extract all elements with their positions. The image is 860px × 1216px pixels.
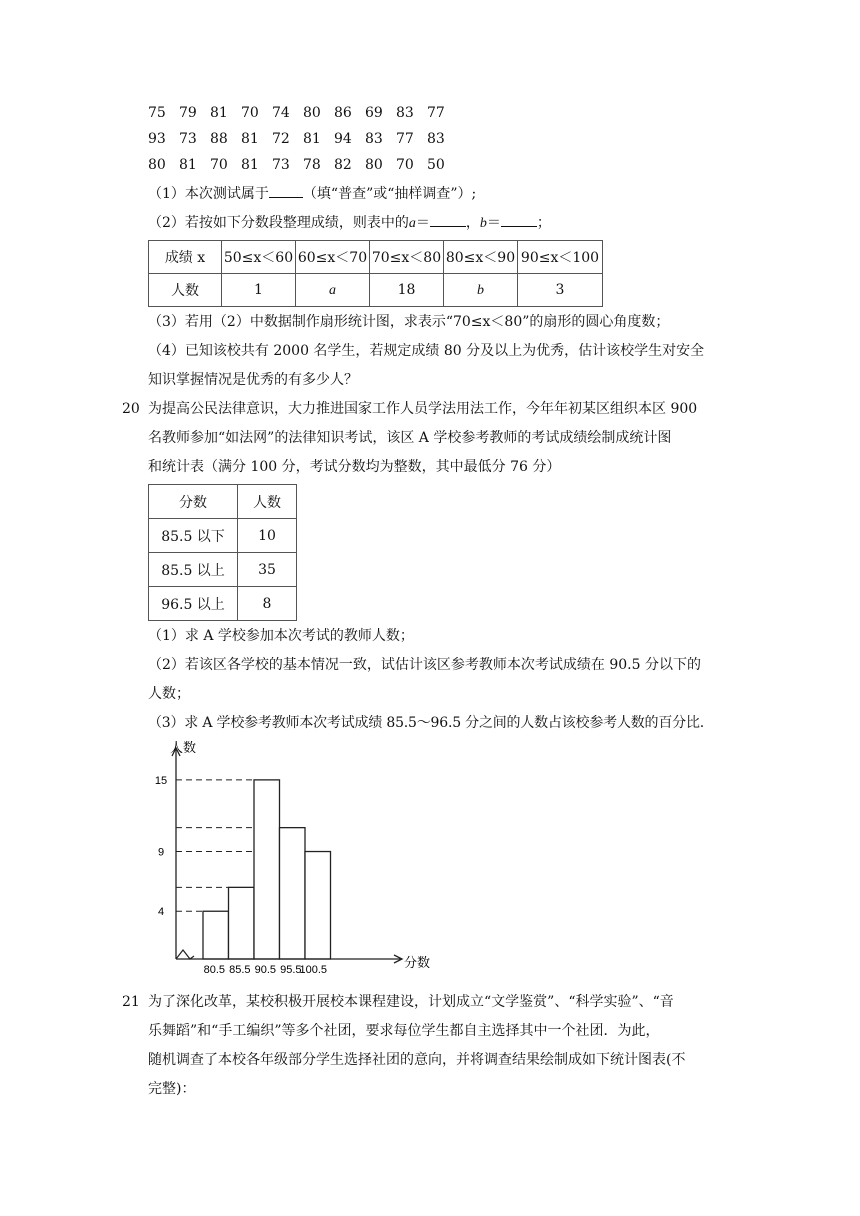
q19-part4-line2: 知识掌握情况是优秀的有多少人？ (148, 372, 358, 388)
histogram-bar (229, 887, 255, 959)
table-row: 人数 1 a 18 b 3 (149, 274, 603, 307)
histogram-bar (280, 828, 306, 959)
q21-stem-line3: 随机调查了本校各年级部分学生选择社团的意向，并将调查结果绘制成如下统计图表(不 (148, 1052, 686, 1068)
q21-stem-line2: 乐舞蹈”和“手工编织”等多个社团，要求每位学生都自主选择其中一个社团．为此， (148, 1023, 660, 1039)
answer-blank (269, 185, 303, 198)
x-tick-label: 85.5 (229, 964, 251, 976)
x-tick-label: 80.5 (203, 964, 225, 976)
q21-stem-line4: 完整)： (148, 1081, 196, 1097)
y-tick-label: 9 (157, 846, 165, 859)
q20-part2-line2: 人数； (148, 686, 190, 702)
table-row: 分数 人数 (149, 485, 297, 519)
y-tick-label: 4 (157, 906, 165, 919)
answer-blank-b (501, 214, 537, 227)
q19-part1: （1）本次测试属于 （填“普查”或“抽样调查”）; (148, 186, 477, 202)
x-tick-label: 100.5 (299, 964, 327, 976)
q20-stem-line1: 为提高公民法律意识，大力推进国家工作人员学法用法工作，今年年初某区组织本区 900 (148, 401, 698, 417)
table-row: 96.5 以上 8 (149, 587, 297, 621)
q19-part4-line1: （4）已知该校共有 2000 名学生，若规定成绩 80 分及以上为优秀，估计该校学生对安全 (148, 343, 705, 359)
q19-part3: （3）若用（2）中数据制作扇形统计图，求表示“70≤x＜80”的扇形的圆心角度数； (148, 314, 670, 330)
q20-part2-line1: （2）若该区各学校的基本情况一致，试估计该区参考教师本次考试成绩在 90.5 分以下的 (148, 657, 701, 673)
q20-stem-line2: 名教师参加“如法网”的法律知识考试，该区 A 学校参考教师的考试成绩绘制成统计图 (148, 430, 672, 446)
histogram-bar (254, 780, 280, 959)
q19-part2: （2）若按如下分数段整理成绩，则表中的a＝ ，b＝ ； (148, 215, 551, 231)
y-axis-title: 人数 (170, 740, 197, 755)
data-row-3: 80 81 70 81 73 78 82 80 70 50 (148, 157, 445, 173)
histogram-chart (140, 738, 440, 978)
histogram-bar (203, 911, 229, 959)
score-count-table (148, 484, 297, 621)
q20-number: 20 (122, 401, 140, 417)
table-row: 成绩 x 50≤x＜60 60≤x＜70 70≤x＜80 80≤x＜90 90≤x＜100 (149, 241, 603, 274)
y-tick-label: 15 (154, 774, 168, 787)
data-row-1: 75 79 81 70 74 80 86 69 83 77 (148, 105, 445, 121)
x-axis-title: 分数 (404, 955, 431, 970)
q20-stem-line3: 和统计表（满分 100 分，考试分数均为整数，其中最低分 76 分） (148, 459, 561, 475)
x-tick-label: 95.5 (280, 964, 302, 976)
q20-part3: （3）求 A 学校参考教师本次考试成绩 85.5～96.5 分之间的人数占该校参考人数的百分比. (148, 715, 705, 731)
table-row: 85.5 以下 10 (149, 519, 297, 553)
score-table (148, 240, 603, 307)
table-row: 85.5 以上 35 (149, 553, 297, 587)
histogram-bar (305, 852, 331, 959)
q21-number: 21 (122, 994, 140, 1010)
q21-stem-line1: 为了深化改革，某校积极开展校本课程建设，计划成立“文学鉴赏”、“科学实验”、“音 (148, 994, 674, 1010)
x-tick-label: 90.5 (254, 964, 276, 976)
data-row-2: 93 73 88 81 72 81 94 83 77 83 (148, 131, 445, 147)
answer-blank-a (430, 214, 466, 227)
q20-part1: （1）求 A 学校参加本次考试的教师人数； (148, 628, 414, 644)
axis-break (176, 950, 194, 959)
